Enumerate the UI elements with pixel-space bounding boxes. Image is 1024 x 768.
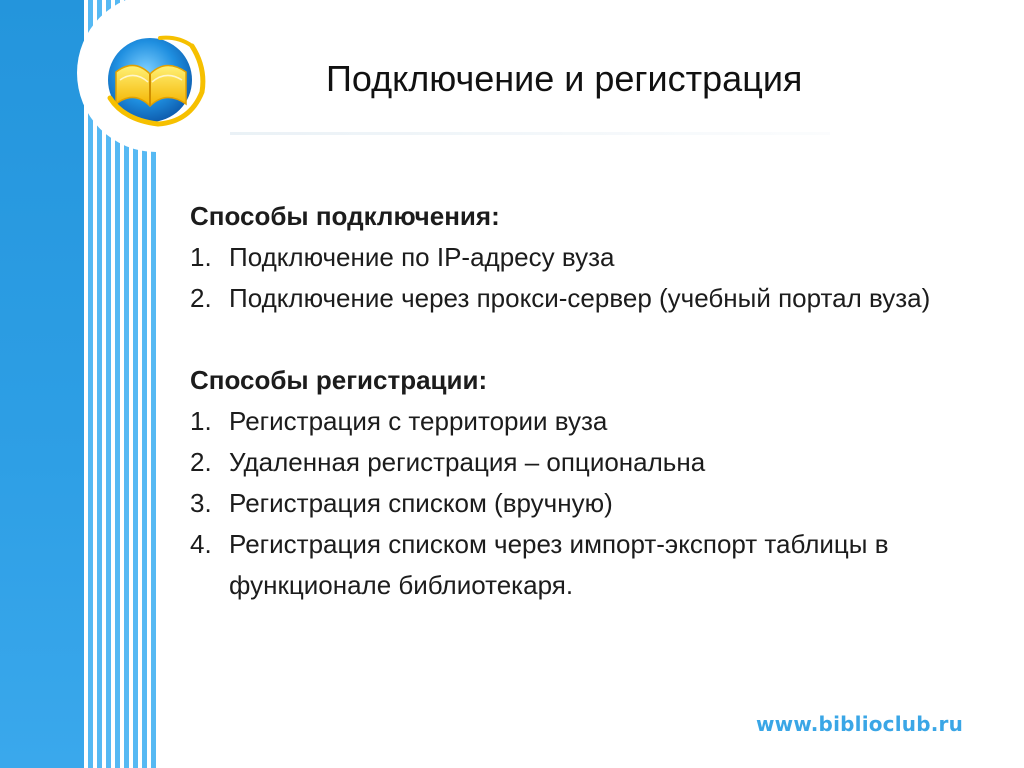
list-item-text: Регистрация списком через импорт-экспорт таблицы в функционале библиотекаря. <box>229 529 889 600</box>
registration-methods-list <box>190 401 1010 606</box>
slide-body <box>190 196 1010 606</box>
list-item-number: 1. <box>190 406 212 436</box>
list-item <box>190 278 1010 319</box>
list-item <box>190 237 1010 278</box>
list-item <box>190 524 1010 606</box>
connection-methods-list <box>190 237 1010 319</box>
list-item-number: 4. <box>190 529 212 559</box>
section-spacer <box>190 319 1010 360</box>
slide-title: Подключение и регистрация <box>326 58 803 99</box>
list-item <box>190 483 1010 524</box>
registration-methods-heading: Способы регистрации: <box>190 365 488 395</box>
list-item-text: Удаленная регистрация – опциональна <box>229 447 706 477</box>
list-item-text: Подключение через прокси-сервер (учебный портал вуза) <box>229 283 931 313</box>
footer-website-link[interactable]: www.biblioclub.ru <box>756 712 964 736</box>
list-item-number: 1. <box>190 242 212 272</box>
title-divider <box>230 132 830 135</box>
sidebar-solid-band <box>0 0 84 768</box>
list-item-text: Подключение по IP-адресу вуза <box>229 242 615 272</box>
list-item <box>190 442 1010 483</box>
list-item-text: Регистрация списком (вручную) <box>229 488 613 518</box>
list-item-number: 2. <box>190 283 212 313</box>
list-item-number: 2. <box>190 447 212 477</box>
list-item-number: 3. <box>190 488 212 518</box>
book-globe-logo-icon <box>94 28 210 132</box>
list-item-text: Регистрация с территории вуза <box>229 406 608 436</box>
connection-methods-heading: Способы подключения: <box>190 201 500 231</box>
list-item <box>190 401 1010 442</box>
